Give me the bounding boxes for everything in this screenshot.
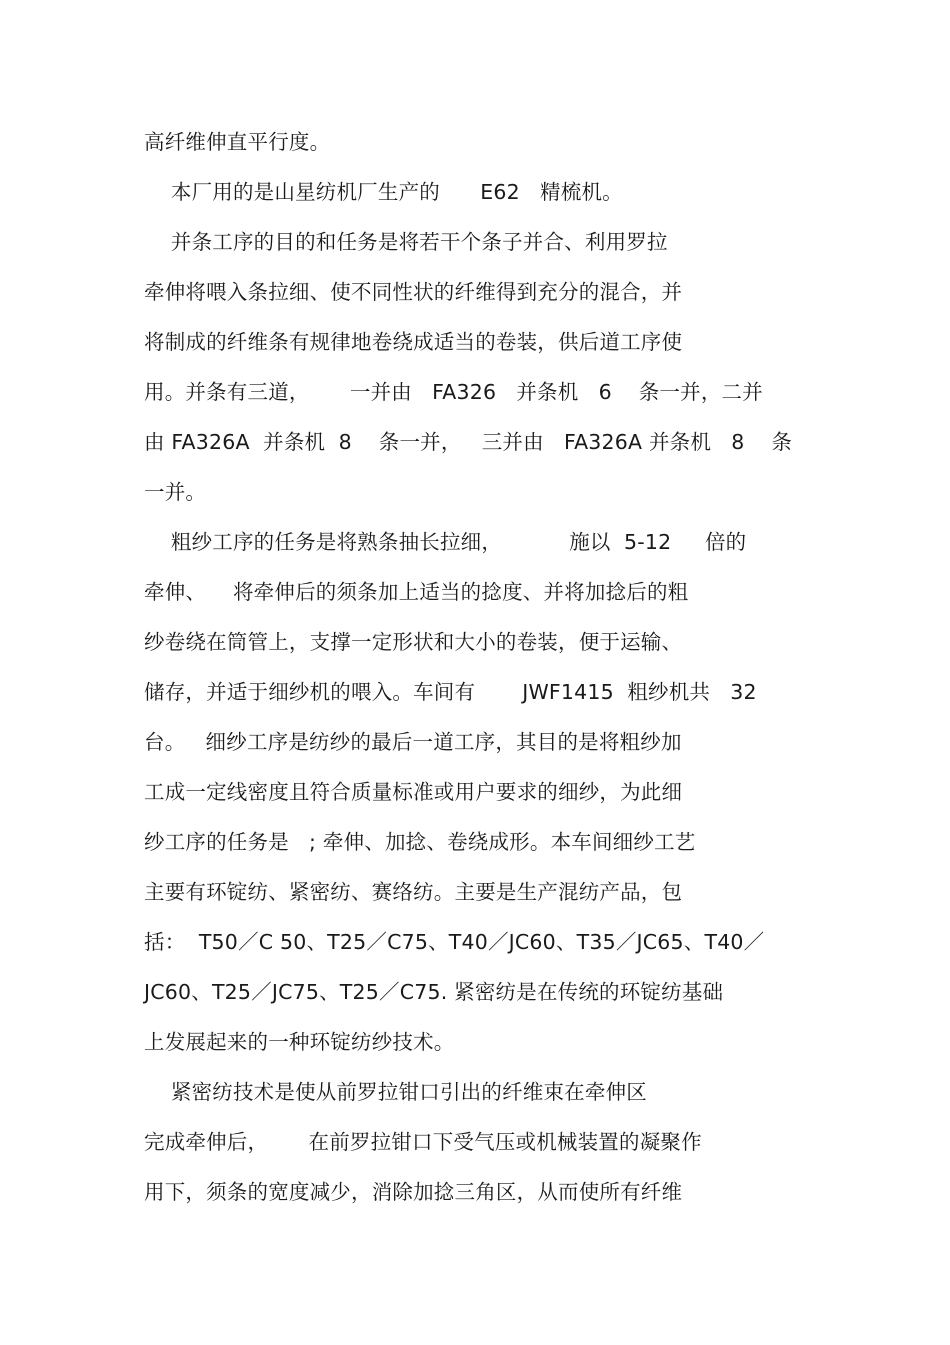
text-line: 并条工序的目的和任务是将若干个条子并合、利用罗拉 [144, 230, 668, 254]
text-line: 用。并条有三道， 一并由 FA326 并条机 6 条一并，二并 [144, 380, 763, 404]
text-line: 纱工序的任务是 ; 牵伸、加捻、卷绕成形。本车间细纱工艺 [144, 830, 696, 854]
text-line: 主要有环锭纺、紧密纺、赛络纺。主要是生产混纺产品，包 [144, 880, 683, 904]
text-line: 工成一定线密度且符合质量标准或用户要求的细纱，为此细 [144, 780, 683, 804]
text-line: 高纤维伸直平行度。 [144, 130, 331, 154]
text-line: 粗纱工序的任务是将熟条抽长拉细， 施以 5-12 倍的 [144, 530, 747, 554]
text-line: 一并。 [144, 480, 207, 504]
text-line: 将制成的纤维条有规律地卷绕成适当的卷装，供后道工序使 [144, 330, 683, 354]
text-line: 由 FA326A 并条机 8 条一并， 三并由 FA326A 并条机 8 条 [144, 430, 793, 454]
text-line: JC60、T25／JC75、T25／C75. 紧密纺是在传统的环锭纺基础 [144, 980, 724, 1004]
text-line: 牵伸、 将牵伸后的须条加上适当的捻度、并将加捻后的粗 [144, 580, 689, 604]
text-line: 牵伸将喂入条拉细、使不同性状的纤维得到充分的混合，并 [144, 280, 683, 304]
text-line: 完成牵伸后， 在前罗拉钳口下受气压或机械装置的凝聚作 [144, 1130, 702, 1154]
text-line: 括： T50／C 50、T25／C75、T40／JC60、T35／JC65、T40／ [144, 930, 765, 954]
text-line: 储存，并适于细纱机的喂入。车间有 JWF1415 粗纱机共 32 [144, 680, 757, 704]
text-line: 纱卷绕在筒管上，支撑一定形状和大小的卷装，便于运输、 [144, 630, 683, 654]
text-line: 本厂用的是山星纺机厂生产的 E62 精梳机。 [144, 180, 623, 204]
text-line: 上发展起来的一种环锭纺纱技术。 [144, 1030, 455, 1054]
text-line: 台。 细纱工序是纺纱的最后一道工序，其目的是将粗纱加 [144, 730, 682, 754]
text-line: 紧密纺技术是使从前罗拉钳口引出的纤维束在牵伸区 [144, 1080, 647, 1104]
text-line: 用下，须条的宽度减少，消除加捻三角区，从而使所有纤维 [144, 1180, 683, 1204]
